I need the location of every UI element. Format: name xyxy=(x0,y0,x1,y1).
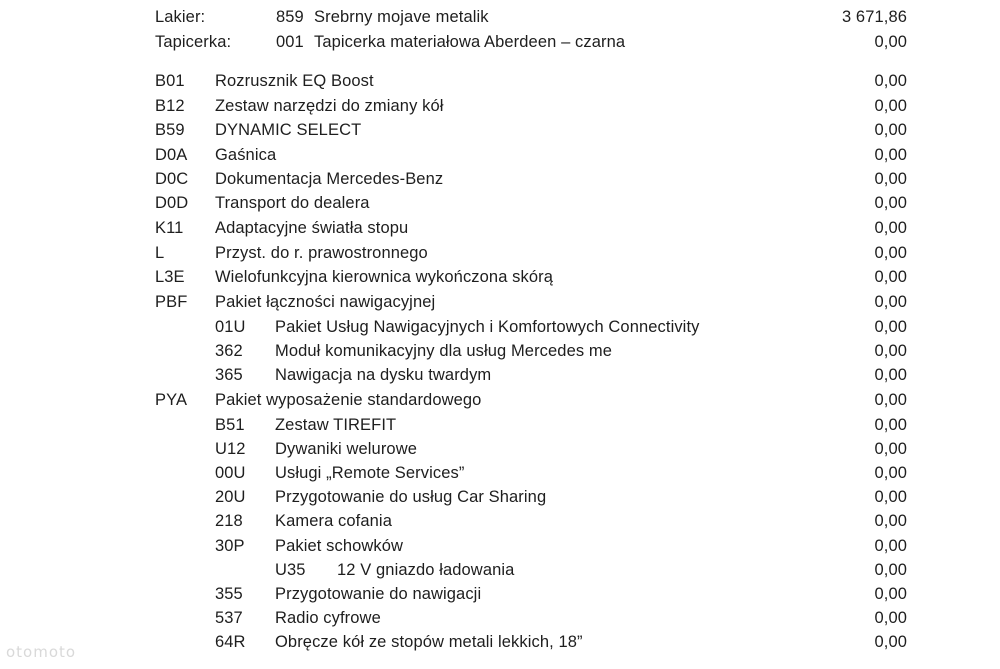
option-price: 0,00 xyxy=(874,585,907,603)
option-price: 0,00 xyxy=(874,146,907,164)
option-code: 00U xyxy=(215,464,246,482)
option-description: 12 V gniazdo ładowania xyxy=(337,561,515,579)
paint-label: Lakier: xyxy=(155,8,206,26)
option-row xyxy=(0,388,1000,412)
option-code: 537 xyxy=(215,609,243,627)
option-price: 0,00 xyxy=(874,488,907,506)
option-row xyxy=(0,437,1000,461)
option-price: 0,00 xyxy=(874,72,907,90)
option-row xyxy=(0,558,1000,582)
option-price: 0,00 xyxy=(874,512,907,530)
option-code: D0C xyxy=(155,170,189,188)
option-row xyxy=(0,94,1000,118)
option-description: Pakiet schowków xyxy=(275,537,404,555)
option-code: 64R xyxy=(215,633,246,651)
option-row xyxy=(0,143,1000,167)
option-code: L xyxy=(155,244,165,262)
option-description: Gaśnica xyxy=(215,146,277,164)
option-code: 30P xyxy=(215,537,245,555)
option-code: 365 xyxy=(215,366,243,384)
option-description: Pakiet wyposażenie standardowego xyxy=(215,391,482,409)
option-row xyxy=(0,534,1000,558)
upholstery-price: 0,00 xyxy=(874,33,907,51)
upholstery-label: Tapicerka: xyxy=(155,33,232,51)
option-code: B59 xyxy=(155,121,185,139)
option-price: 0,00 xyxy=(874,464,907,482)
option-price: 0,00 xyxy=(874,366,907,384)
option-code: K11 xyxy=(155,219,184,237)
upholstery-row xyxy=(0,30,1000,54)
option-row xyxy=(0,630,1000,654)
option-description: Rozrusznik EQ Boost xyxy=(215,72,374,90)
watermark: otomoto xyxy=(6,643,77,661)
option-code: 355 xyxy=(215,585,243,603)
option-description: Radio cyfrowe xyxy=(275,609,381,627)
option-price: 0,00 xyxy=(874,416,907,434)
upholstery-description: Tapicerka materiałowa Aberdeen – czarna xyxy=(314,33,626,51)
option-row xyxy=(0,485,1000,509)
option-description: Kamera cofania xyxy=(275,512,392,530)
option-row xyxy=(0,315,1000,339)
option-code: 218 xyxy=(215,512,243,530)
option-price: 0,00 xyxy=(874,170,907,188)
option-price: 0,00 xyxy=(874,537,907,555)
option-code: PBF xyxy=(155,293,188,311)
option-price: 0,00 xyxy=(874,609,907,627)
option-description: Zestaw narzędzi do zmiany kół xyxy=(215,97,444,115)
option-description: Przyst. do r. prawostronnego xyxy=(215,244,428,262)
option-row xyxy=(0,582,1000,606)
option-description: Nawigacja na dysku twardym xyxy=(275,366,492,384)
paint-code: 859 xyxy=(276,8,304,26)
option-price: 0,00 xyxy=(874,293,907,311)
option-description: Wielofunkcyjna kierownica wykończona skórą xyxy=(215,268,554,286)
option-description: Przygotowanie do nawigacji xyxy=(275,585,482,603)
option-price: 0,00 xyxy=(874,561,907,579)
option-code: B12 xyxy=(155,97,185,115)
option-row xyxy=(0,241,1000,265)
option-price: 0,00 xyxy=(874,268,907,286)
option-description: Zestaw TIREFIT xyxy=(275,416,397,434)
option-row xyxy=(0,339,1000,363)
option-description: Usługi „Remote Services” xyxy=(275,464,465,482)
option-description: DYNAMIC SELECT xyxy=(215,121,362,139)
option-row xyxy=(0,265,1000,289)
option-row xyxy=(0,413,1000,437)
option-code: D0D xyxy=(155,194,189,212)
option-price: 0,00 xyxy=(874,121,907,139)
option-row xyxy=(0,606,1000,630)
option-price: 0,00 xyxy=(874,97,907,115)
upholstery-code: 001 xyxy=(276,33,304,51)
option-description: Adaptacyjne światła stopu xyxy=(215,219,409,237)
option-description: Obręcze kół ze stopów metali lekkich, 18” xyxy=(275,633,583,651)
option-code: 01U xyxy=(215,318,246,336)
option-row xyxy=(0,118,1000,142)
option-price: 0,00 xyxy=(874,194,907,212)
option-row xyxy=(0,69,1000,93)
paint-description: Srebrny mojave metalik xyxy=(314,8,489,26)
option-row xyxy=(0,216,1000,240)
option-row xyxy=(0,167,1000,191)
option-code: B01 xyxy=(155,72,185,90)
option-code: L3E xyxy=(155,268,185,286)
option-description: Moduł komunikacyjny dla usług Mercedes me xyxy=(275,342,612,360)
option-description: Przygotowanie do usług Car Sharing xyxy=(275,488,547,506)
option-price: 0,00 xyxy=(874,219,907,237)
option-price: 0,00 xyxy=(874,440,907,458)
option-code: PYA xyxy=(155,391,188,409)
option-price: 0,00 xyxy=(874,318,907,336)
option-row xyxy=(0,191,1000,215)
option-price: 0,00 xyxy=(874,633,907,651)
option-code: D0A xyxy=(155,146,188,164)
option-row xyxy=(0,461,1000,485)
option-description: Pakiet Usług Nawigacyjnych i Komfortowych Connectivity xyxy=(275,318,700,336)
option-description: Dokumentacja Mercedes-Benz xyxy=(215,170,444,188)
option-code: 20U xyxy=(215,488,246,506)
option-row xyxy=(0,290,1000,314)
option-code: 362 xyxy=(215,342,243,360)
option-code: U12 xyxy=(215,440,246,458)
option-price: 0,00 xyxy=(874,391,907,409)
paint-row xyxy=(0,5,1000,29)
option-code: U35 xyxy=(275,561,306,579)
option-description: Transport do dealera xyxy=(215,194,370,212)
option-code: B51 xyxy=(215,416,245,434)
paint-price: 3 671,86 xyxy=(841,8,907,26)
option-price: 0,00 xyxy=(874,342,907,360)
option-row xyxy=(0,509,1000,533)
option-description: Pakiet łączności nawigacyjnej xyxy=(215,293,436,311)
option-price: 0,00 xyxy=(874,244,907,262)
option-row xyxy=(0,363,1000,387)
option-description: Dywaniki welurowe xyxy=(275,440,417,458)
